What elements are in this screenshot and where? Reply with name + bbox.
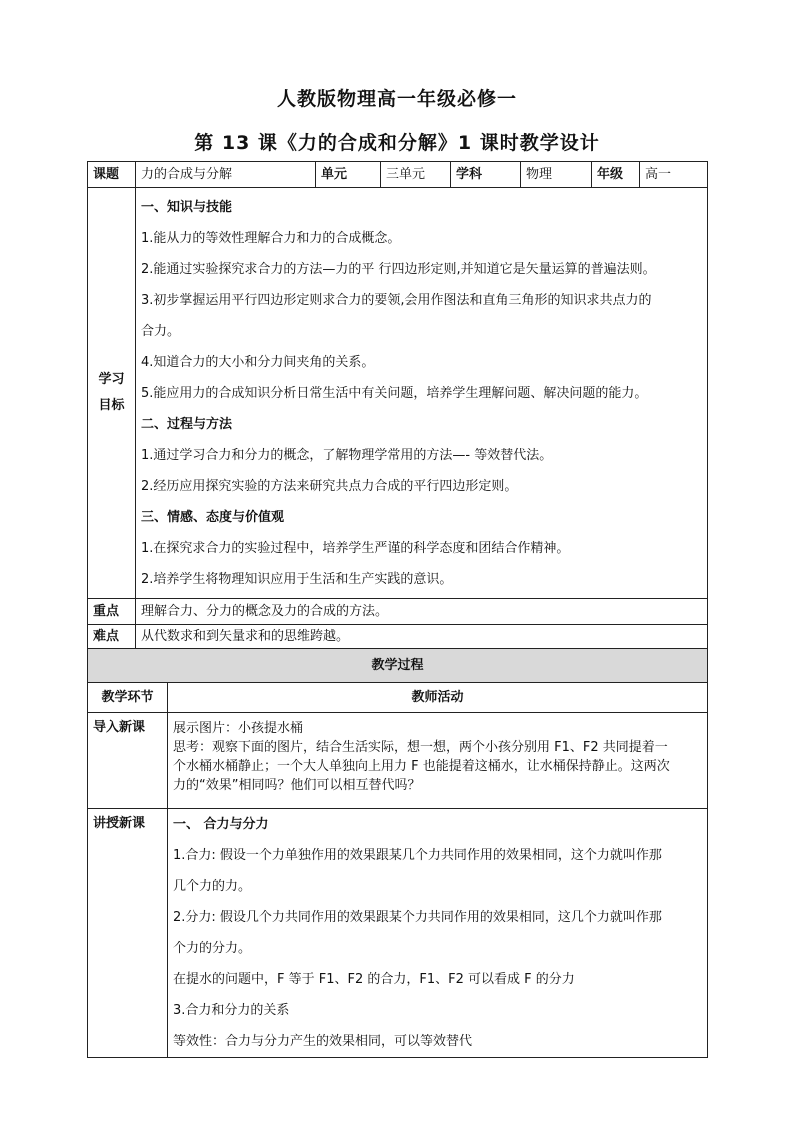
- info-row: [88, 162, 708, 188]
- process-col-stage: 教学环节: [88, 683, 168, 713]
- objective-item: 2.经历应用探究实验的方法来研究共点力合成的平行四边形定则。: [141, 478, 518, 494]
- objective-item: 1.通过学习合力和分力的概念，了解物理学常用的方法—- 等效替代法。: [141, 447, 553, 463]
- intro-line: 思考：观察下面的图片，结合生活实际，想一想，两个小孩分别用 F1、F2 共同提着一: [173, 740, 668, 755]
- intro-line: 个水桶水桶静止；一个大人单独向上用力 F 也能提着这桶水，让水桶保持静止。这两次: [173, 759, 670, 774]
- intro-line: 展示图片：小孩提水桶: [173, 721, 304, 736]
- lecture-content: [168, 809, 708, 1058]
- process-col-activity: 教师活动: [168, 683, 708, 713]
- intro-line: 力的“效果”相同吗？他们可以相互替代吗？: [173, 778, 421, 793]
- grade-label: 年级: [592, 162, 640, 188]
- objective-item: 5.能应用力的合成知识分析日常生活中有关问题，培养学生理解问题、解决问题的能力。: [141, 385, 648, 401]
- lecture-line: 2.分力: 假设几个力共同作用的效果跟某个力共同作用的效果相同，这几个力就叫作那: [173, 910, 662, 925]
- unit-label: 单元: [316, 162, 381, 188]
- difficulty-label: 难点: [88, 625, 136, 649]
- objectives-label: 学习 目标: [88, 188, 136, 599]
- objectives-row: [88, 188, 708, 599]
- key-point-row: [88, 599, 708, 625]
- lecture-row: [88, 809, 708, 1058]
- objective-item: 1.在探究求合力的实验过程中，培养学生严谨的科学态度和团结合作精神。: [141, 540, 570, 556]
- lesson-title: 第 13 课《力的合成和分解》1 课时教学设计: [194, 132, 600, 154]
- subject-value: 物理: [521, 162, 592, 188]
- objective-heading: 一、知识与技能: [141, 199, 233, 215]
- intro-label: 导入新课: [88, 713, 168, 809]
- difficulty-value: 从代数求和到矢量求和的思维跨越。: [136, 625, 708, 649]
- objective-item: 1.能从力的等效性理解合力和力的合成概念。: [141, 230, 401, 246]
- key-point-value: 理解合力、分力的概念及力的合成的方法。: [136, 599, 708, 625]
- difficulty-row: [88, 625, 708, 649]
- lecture-heading: 一、 合力与分力: [173, 817, 269, 832]
- objective-item: 合力。: [141, 323, 181, 339]
- process-header-row: [88, 683, 708, 713]
- objective-heading: 三、情感、态度与价值观: [141, 509, 285, 525]
- topic-label: 课题: [88, 162, 136, 188]
- objective-item: 2.能通过实验探究求合力的方法—力的平 行四边形定则,并知道它是矢量运算的普遍法则。: [141, 261, 656, 277]
- lecture-line: 几个力的力。: [173, 879, 252, 894]
- key-point-label: 重点: [88, 599, 136, 625]
- lecture-label: 讲授新课: [88, 809, 168, 1058]
- lesson-info-table: [87, 161, 708, 649]
- teaching-process-table: [87, 648, 708, 1058]
- lecture-line: 个力的分力。: [173, 941, 252, 956]
- grade-value: 高一: [640, 162, 708, 188]
- intro-content: [168, 713, 708, 809]
- objective-item: 2.培养学生将物理知识应用于生活和生产实践的意识。: [141, 571, 453, 587]
- unit-value: 三单元: [381, 162, 451, 188]
- subject-label: 学科: [451, 162, 521, 188]
- objective-item: 4.知道合力的大小和分力间夹角的关系。: [141, 354, 375, 370]
- process-title: 教学过程: [88, 649, 708, 683]
- document-title: 人教版物理高一年级必修一: [276, 88, 517, 110]
- objectives-content: [136, 188, 708, 599]
- intro-row: [88, 713, 708, 809]
- objective-item: 3.初步掌握运用平行四边形定则求合力的要领,会用作图法和直角三角形的知识求共点力的: [141, 292, 652, 308]
- lecture-line: 1.合力: 假设一个力单独作用的效果跟某几个力共同作用的效果相同，这个力就叫作那: [173, 848, 662, 863]
- lecture-line: 等效性：合力与分力产生的效果相同，可以等效替代: [173, 1034, 473, 1049]
- lecture-line: 在提水的问题中，F 等于 F1、F2 的合力，F1、F2 可以看成 F 的分力: [173, 972, 575, 987]
- objective-heading: 二、过程与方法: [141, 416, 233, 432]
- process-title-row: [88, 649, 708, 683]
- lecture-line: 3.合力和分力的关系: [173, 1003, 290, 1018]
- topic-value: 力的合成与分解: [136, 162, 316, 188]
